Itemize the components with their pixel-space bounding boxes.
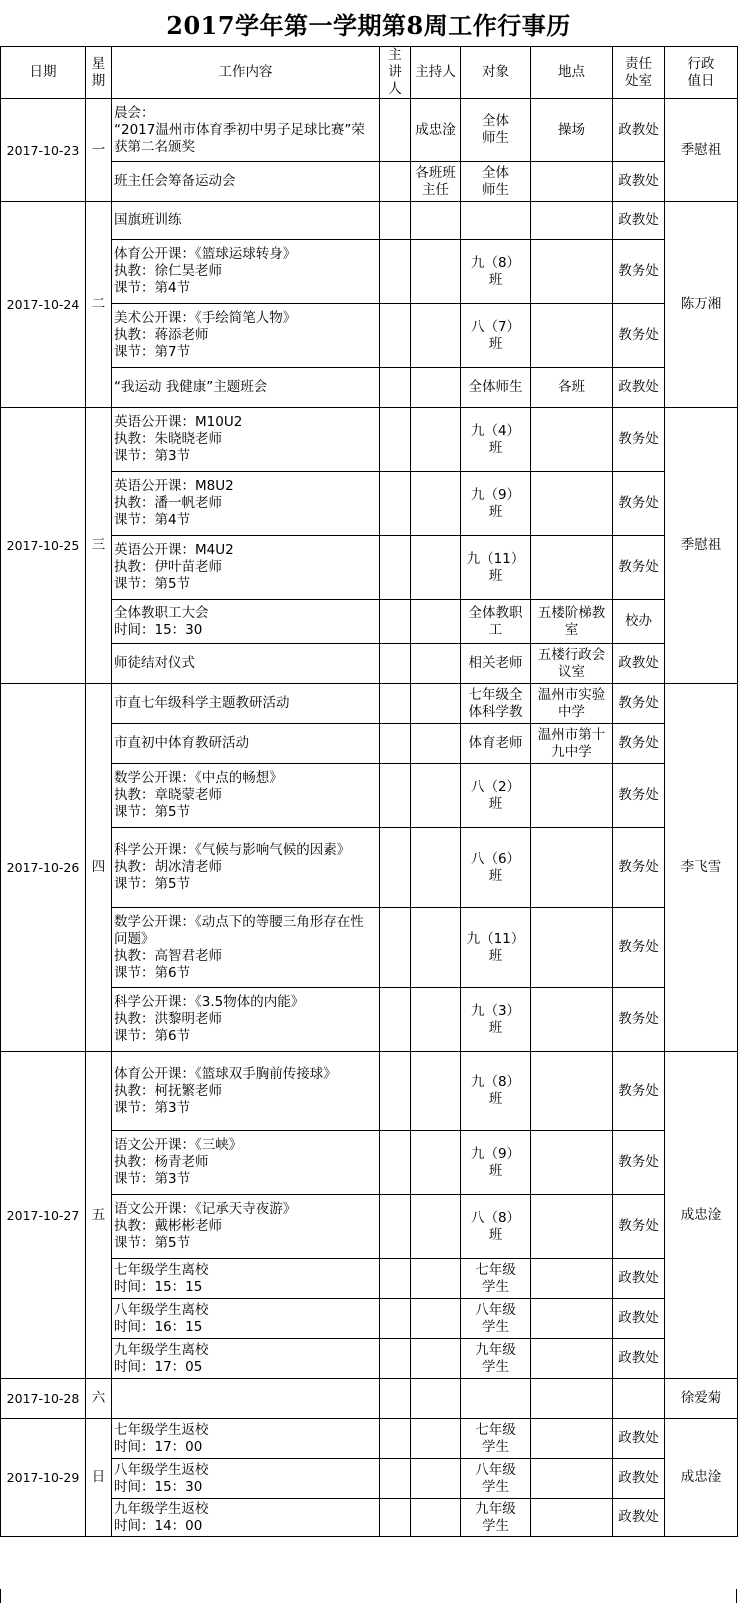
content-cell: 七年级学生离校 时间：15：15	[112, 1259, 380, 1299]
speaker-cell	[380, 1419, 411, 1459]
host-cell	[411, 1195, 461, 1259]
dept-cell: 教务处	[613, 908, 665, 988]
dept-cell: 教务处	[613, 828, 665, 908]
host-cell	[411, 644, 461, 684]
header-row	[1, 47, 738, 99]
host-cell	[411, 1499, 461, 1537]
duty-cell: 季慰祖	[665, 99, 738, 202]
table-row	[1, 1339, 738, 1379]
content-cell: 全体教职工大会 时间：15：30	[112, 600, 380, 644]
weekday-cell: 三	[86, 408, 112, 684]
speaker-cell	[380, 162, 411, 202]
dept-cell: 政教处	[613, 1499, 665, 1537]
location-cell	[531, 408, 613, 472]
dept-cell: 政教处	[613, 99, 665, 162]
table-row	[1, 828, 738, 908]
weekday-cell: 日	[86, 1419, 112, 1537]
date-cell: 2017-10-29	[1, 1419, 86, 1537]
dept-cell: 政教处	[613, 1299, 665, 1339]
host-cell	[411, 1419, 461, 1459]
target-cell: 全体师生	[461, 368, 531, 408]
host-cell	[411, 828, 461, 908]
duty-cell: 李飞雪	[665, 684, 738, 1052]
host-cell: 各班班 主任	[411, 162, 461, 202]
location-cell	[531, 202, 613, 240]
date-cell: 2017-10-26	[1, 684, 86, 1052]
target-cell: 九（8） 班	[461, 1052, 531, 1131]
dept-cell: 教务处	[613, 724, 665, 764]
content-cell: 九年级学生离校 时间：17：05	[112, 1339, 380, 1379]
header-target: 对象	[461, 47, 531, 99]
table-row	[1, 644, 738, 684]
speaker-cell	[380, 988, 411, 1052]
content-cell	[112, 1379, 380, 1419]
content-cell: 班主任会筹备运动会	[112, 162, 380, 202]
speaker-cell	[380, 1052, 411, 1131]
speaker-cell	[380, 99, 411, 162]
content-cell: 英语公开课：M8U2 执教：潘一帆老师 课节：第4节	[112, 472, 380, 536]
header-weekday: 星期	[86, 47, 112, 99]
date-cell: 2017-10-23	[1, 99, 86, 202]
table-row	[1, 1195, 738, 1259]
location-cell	[531, 162, 613, 202]
dept-cell: 教务处	[613, 472, 665, 536]
speaker-cell	[380, 1499, 411, 1537]
location-cell: 五楼阶梯教 室	[531, 600, 613, 644]
location-cell	[531, 1259, 613, 1299]
table-row	[1, 684, 738, 724]
host-cell	[411, 368, 461, 408]
location-cell	[531, 240, 613, 304]
content-cell: 七年级学生返校 时间：17：00	[112, 1419, 380, 1459]
target-cell: 九（11） 班	[461, 536, 531, 600]
dept-cell: 政教处	[613, 1259, 665, 1299]
duty-cell: 成忠淦	[665, 1052, 738, 1379]
target-cell: 九（11） 班	[461, 908, 531, 988]
date-cell: 2017-10-24	[1, 202, 86, 408]
table-row	[1, 99, 738, 162]
location-cell	[531, 536, 613, 600]
content-cell: 市直初中体育教研活动	[112, 724, 380, 764]
speaker-cell	[380, 724, 411, 764]
target-cell: 九（4） 班	[461, 408, 531, 472]
speaker-cell	[380, 408, 411, 472]
location-cell	[531, 1459, 613, 1499]
content-cell: 市直七年级科学主题教研活动	[112, 684, 380, 724]
weekday-cell: 一	[86, 99, 112, 202]
content-cell: 体育公开课：《篮球双手胸前传接球》 执教：柯抚繁老师 课节：第3节	[112, 1052, 380, 1131]
host-cell	[411, 1299, 461, 1339]
header-location: 地点	[531, 47, 613, 99]
header-duty: 行政 值日	[665, 47, 738, 99]
table-row	[1, 240, 738, 304]
target-cell: 相关老师	[461, 644, 531, 684]
speaker-cell	[380, 764, 411, 828]
host-cell	[411, 202, 461, 240]
weekday-cell: 五	[86, 1052, 112, 1379]
host-cell	[411, 1459, 461, 1499]
target-cell: 九年级 学生	[461, 1339, 531, 1379]
dept-cell: 政教处	[613, 1419, 665, 1459]
speaker-cell	[380, 1339, 411, 1379]
location-cell	[531, 828, 613, 908]
table-row	[1, 764, 738, 828]
table-row	[1, 472, 738, 536]
speaker-cell	[380, 368, 411, 408]
speaker-cell	[380, 644, 411, 684]
table-row	[1, 162, 738, 202]
target-cell: 八（2） 班	[461, 764, 531, 828]
dept-cell: 教务处	[613, 684, 665, 724]
dept-cell: 政教处	[613, 162, 665, 202]
target-cell: 全体 师生	[461, 99, 531, 162]
content-cell: 晨会： “2017温州市体育季初中男子足球比赛”荣获第二名颁奖	[112, 99, 380, 162]
dept-cell: 政教处	[613, 644, 665, 684]
dept-cell: 教务处	[613, 536, 665, 600]
content-cell: 科学公开课：《3.5物体的内能》 执教：洪黎明老师 课节：第6节	[112, 988, 380, 1052]
table-row	[1, 988, 738, 1052]
target-cell: 八年级 学生	[461, 1299, 531, 1339]
speaker-cell	[380, 1459, 411, 1499]
target-cell: 九（9） 班	[461, 472, 531, 536]
table-row	[1, 724, 738, 764]
target-cell: 九年级 学生	[461, 1499, 531, 1537]
location-cell	[531, 1299, 613, 1339]
target-cell: 八年级 学生	[461, 1459, 531, 1499]
content-cell: 英语公开课：M10U2 执教：朱晓晓老师 课节：第3节	[112, 408, 380, 472]
speaker-cell	[380, 1131, 411, 1195]
dept-cell: 政教处	[613, 1459, 665, 1499]
table-row	[1, 536, 738, 600]
location-cell	[531, 1131, 613, 1195]
host-cell	[411, 684, 461, 724]
dept-cell: 教务处	[613, 240, 665, 304]
speaker-cell	[380, 536, 411, 600]
content-cell: 八年级学生返校 时间：15：30	[112, 1459, 380, 1499]
location-cell	[531, 472, 613, 536]
content-cell: 国旗班训练	[112, 202, 380, 240]
location-cell: 操场	[531, 99, 613, 162]
host-cell	[411, 1131, 461, 1195]
duty-cell: 成忠淦	[665, 1419, 738, 1537]
weekday-cell: 二	[86, 202, 112, 408]
content-cell: 美术公开课：《手绘简笔人物》 执教：蒋添老师 课节：第7节	[112, 304, 380, 368]
speaker-cell	[380, 1259, 411, 1299]
location-cell: 温州市第十 九中学	[531, 724, 613, 764]
dept-cell: 校办	[613, 600, 665, 644]
host-cell	[411, 1259, 461, 1299]
dept-cell: 教务处	[613, 1052, 665, 1131]
content-cell: 体育公开课：《篮球运球转身》 执教：徐仁昊老师 课节：第4节	[112, 240, 380, 304]
date-cell: 2017-10-25	[1, 408, 86, 684]
date-cell: 2017-10-28	[1, 1379, 86, 1419]
host-cell	[411, 1339, 461, 1379]
target-cell: 全体教职 工	[461, 600, 531, 644]
target-cell: 全体 师生	[461, 162, 531, 202]
speaker-cell	[380, 828, 411, 908]
dept-cell: 政教处	[613, 202, 665, 240]
content-cell: “我运动 我健康”主题班会	[112, 368, 380, 408]
dept-cell	[613, 1379, 665, 1419]
location-cell	[531, 1052, 613, 1131]
host-cell	[411, 988, 461, 1052]
target-cell: 九（9） 班	[461, 1131, 531, 1195]
speaker-cell	[380, 600, 411, 644]
target-cell: 八（6） 班	[461, 828, 531, 908]
speaker-cell	[380, 304, 411, 368]
host-cell	[411, 1052, 461, 1131]
content-cell: 语文公开课：《记承天寺夜游》 执教：戴彬彬老师 课节：第5节	[112, 1195, 380, 1259]
host-cell	[411, 724, 461, 764]
table-row	[1, 1419, 738, 1459]
duty-cell: 陈万湘	[665, 202, 738, 408]
table-row	[1, 600, 738, 644]
header-speaker: 主讲 人	[380, 47, 411, 99]
table-row	[1, 202, 738, 240]
location-cell: 各班	[531, 368, 613, 408]
table-row	[1, 908, 738, 988]
host-cell	[411, 1379, 461, 1419]
host-cell	[411, 304, 461, 368]
location-cell	[531, 1419, 613, 1459]
location-cell	[531, 1379, 613, 1419]
table-row	[1, 368, 738, 408]
duty-cell: 徐爱菊	[665, 1379, 738, 1419]
trailing-blank-row	[0, 1589, 737, 1603]
content-cell: 科学公开课：《气候与影响气候的因素》 执教：胡冰清老师 课节：第5节	[112, 828, 380, 908]
table-row	[1, 304, 738, 368]
table-row	[1, 1379, 738, 1419]
location-cell	[531, 908, 613, 988]
location-cell	[531, 1195, 613, 1259]
target-cell: 八（7） 班	[461, 304, 531, 368]
location-cell: 五楼行政会 议室	[531, 644, 613, 684]
dept-cell: 教务处	[613, 764, 665, 828]
location-cell	[531, 1499, 613, 1537]
location-cell	[531, 764, 613, 828]
target-cell: 七年级 学生	[461, 1259, 531, 1299]
table-row	[1, 1299, 738, 1339]
target-cell	[461, 1379, 531, 1419]
speaker-cell	[380, 472, 411, 536]
target-cell: 八（8） 班	[461, 1195, 531, 1259]
host-cell	[411, 764, 461, 828]
content-cell: 数学公开课：《动点下的等腰三角形存在性问题》 执教：高智君老师 课节：第6节	[112, 908, 380, 988]
header-host: 主持人	[411, 47, 461, 99]
speaker-cell	[380, 1299, 411, 1339]
speaker-cell	[380, 908, 411, 988]
target-cell	[461, 202, 531, 240]
dept-cell: 教务处	[613, 1131, 665, 1195]
weekday-cell: 六	[86, 1379, 112, 1419]
host-cell	[411, 472, 461, 536]
host-cell	[411, 536, 461, 600]
speaker-cell	[380, 1195, 411, 1259]
speaker-cell	[380, 240, 411, 304]
host-cell	[411, 908, 461, 988]
schedule-table	[0, 46, 738, 1537]
host-cell	[411, 408, 461, 472]
speaker-cell	[380, 202, 411, 240]
dept-cell: 政教处	[613, 368, 665, 408]
target-cell: 七年级全 体科学教	[461, 684, 531, 724]
table-row	[1, 1052, 738, 1131]
content-cell: 八年级学生离校 时间：16：15	[112, 1299, 380, 1339]
host-cell	[411, 240, 461, 304]
content-cell: 英语公开课：M4U2 执教：伊叶苗老师 课节：第5节	[112, 536, 380, 600]
speaker-cell	[380, 1379, 411, 1419]
location-cell	[531, 988, 613, 1052]
location-cell: 温州市实验 中学	[531, 684, 613, 724]
header-date: 日期	[1, 47, 86, 99]
target-cell: 七年级 学生	[461, 1419, 531, 1459]
content-cell: 师徒结对仪式	[112, 644, 380, 684]
target-cell: 九（8） 班	[461, 240, 531, 304]
speaker-cell	[380, 684, 411, 724]
dept-cell: 政教处	[613, 1339, 665, 1379]
duty-cell: 季慰祖	[665, 408, 738, 684]
header-content: 工作内容	[112, 47, 380, 99]
date-cell: 2017-10-27	[1, 1052, 86, 1379]
host-cell: 成忠淦	[411, 99, 461, 162]
dept-cell: 教务处	[613, 304, 665, 368]
target-cell: 九（3） 班	[461, 988, 531, 1052]
location-cell	[531, 1339, 613, 1379]
table-row	[1, 1259, 738, 1299]
target-cell: 体育老师	[461, 724, 531, 764]
content-cell: 语文公开课：《三峡》 执教：杨青老师 课节：第3节	[112, 1131, 380, 1195]
schedule-body	[1, 99, 738, 1537]
table-row	[1, 1459, 738, 1499]
table-row	[1, 1131, 738, 1195]
weekday-cell: 四	[86, 684, 112, 1052]
host-cell	[411, 600, 461, 644]
header-dept: 责任 处室	[613, 47, 665, 99]
table-row	[1, 408, 738, 472]
page-title: 2017学年第一学期第8周工作行事历	[166, 10, 571, 40]
dept-cell: 教务处	[613, 1195, 665, 1259]
content-cell: 数学公开课：《中点的畅想》 执教：章晓蒙老师 课节：第5节	[112, 764, 380, 828]
table-row	[1, 1499, 738, 1537]
content-cell: 九年级学生返校 时间：14：00	[112, 1499, 380, 1537]
location-cell	[531, 304, 613, 368]
dept-cell: 教务处	[613, 408, 665, 472]
dept-cell: 教务处	[613, 988, 665, 1052]
